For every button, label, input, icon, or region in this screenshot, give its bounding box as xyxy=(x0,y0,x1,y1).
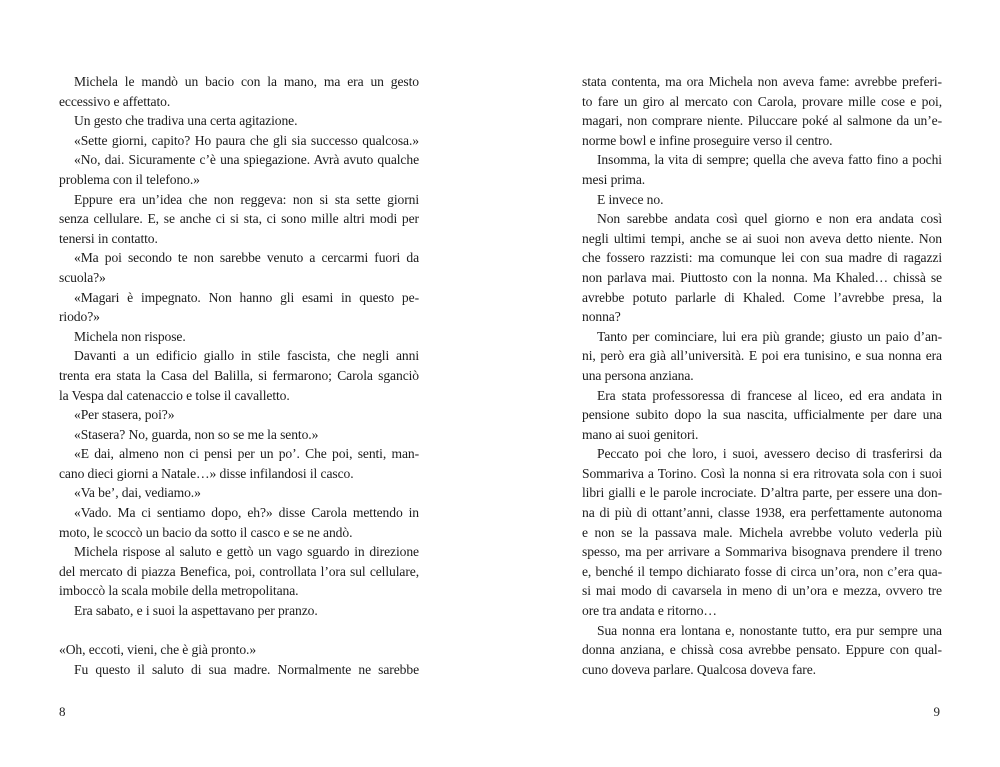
text-line: «Magari è impegnato. Non hanno gli esami in questo pe- xyxy=(74,289,419,305)
text-line: moto, le scoccò un bacio da sotto il casco e se ne andò. xyxy=(59,524,353,540)
text-line: Non sarebbe andata così quel giorno e non era andata così xyxy=(597,211,942,227)
text-line: la Vespa dal catenaccio e tolse il cavalletto. xyxy=(59,387,290,403)
text-line: senza cellulare. E, se anche ci si sta, ci sono mille altri modi per xyxy=(59,211,419,227)
text-line: Michela le mandò un bacio con la mano, ma era un gesto xyxy=(74,74,419,89)
text-line: una persona anziana. xyxy=(582,367,694,383)
text-line: magari, non comprare niente. Piluccare poké al salmone da un’e- xyxy=(582,113,942,129)
text-line: Insomma, la vita di sempre; quella che aveva fatto fino a pochi xyxy=(597,152,942,168)
text-line: Era sabato, e i suoi la aspettavano per pranzo. xyxy=(74,603,318,619)
text-line: e, benché il tempo dichiarato fosse di circa un’ora, non c’era qua- xyxy=(582,563,942,579)
text-line: «Va be’, dai, vediamo.» xyxy=(74,485,201,501)
text-line: Peccato poi che loro, i suoi, avessero deciso di trasferirsi da xyxy=(597,446,942,462)
page-number-left: 8 xyxy=(59,704,66,719)
text-line: che fossero razzisti: ma comunque lei con sua madre di ragazzi xyxy=(582,250,942,266)
text-line: «Sette giorni, capito? Ho paura che gli sia successo qualcosa.» xyxy=(74,132,419,148)
text-line: del mercato di piazza Benefica, poi, controllata l’ora sul cellulare, xyxy=(59,563,419,579)
text-line: eccessivo e affettato. xyxy=(59,93,171,109)
text-line: «E dai, almeno non ci pensi per un po’. Che poi, senti, man- xyxy=(74,446,419,462)
text-line: riodo?» xyxy=(59,309,100,325)
text-line: cano dieci giorni a Natale…» disse infilandosi il casco. xyxy=(59,465,354,481)
text-line: imboccò la scala mobile della metropolitana. xyxy=(59,583,299,599)
text-line: Un gesto che tradiva una certa agitazione. xyxy=(74,113,298,129)
text-line: «Per stasera, poi?» xyxy=(74,407,175,423)
text-line: non parlava mai. Piuttosto con la nonna. Ma Khaled… chissà se xyxy=(582,269,942,285)
text-line: pensione subito dopo la sua nascita, ufficialmente per dare una xyxy=(582,407,942,423)
text-line: «Ma poi secondo te non sarebbe venuto a cercarmi fuori da xyxy=(74,250,419,266)
text-line: scuola?» xyxy=(59,269,106,285)
text-line: ni, però era già all’università. E poi era tunisino, e sua nonna era xyxy=(582,348,942,364)
text-line: nonna? xyxy=(582,309,621,325)
text-line: spesso, ma per arrivare a Sommariva bisognava prendere il treno xyxy=(582,544,942,560)
text-line: to fare un giro al mercato con Carola, provare mille cose e poi, xyxy=(582,93,942,109)
page-number-right: 9 xyxy=(933,704,940,719)
text-line: norme bowl e infine proseguire verso il centro. xyxy=(582,132,833,148)
text-line: cuno doveva parlare. Qualcosa doveva fare. xyxy=(582,661,816,677)
text-line: si mai modo di cavarsela in meno di un’ora e mezza, ovvero tre xyxy=(582,583,942,599)
text-line: avrebbe potuto parlarle di Khaled. Come l’avrebbe presa, la xyxy=(582,289,942,305)
text-line: Michela non rispose. xyxy=(74,328,186,344)
text-line: Sommariva a Torino. Così la nonna si era ritrovata sola con i suoi xyxy=(582,465,942,481)
text-line: «No, dai. Sicuramente c’è una spiegazione. Avrà avuto qualche xyxy=(74,152,419,168)
text-line: e non se la passava male. Michela avrebbe voluto vederla più xyxy=(582,524,942,540)
text-line: Davanti a un edificio giallo in stile fascista, che negli anni xyxy=(74,348,419,364)
text-line: libri gialli e le parole incrociate. D’altra parte, per essere una don- xyxy=(582,485,942,501)
text-line: «Oh, eccoti, vieni, che è già pronto.» xyxy=(59,642,257,658)
text-line: donna anziana, e chissà cosa avrebbe pensato. Eppure con qual- xyxy=(582,642,942,658)
text-line: problema con il telefono.» xyxy=(59,171,200,187)
text-line: Fu questo il saluto di sua madre. Normalmente ne sarebbe xyxy=(74,661,419,677)
text-line: trenta era stata la Casa del Balilla, si fermarono; Carola sganciò xyxy=(59,367,419,383)
text-line: stata contenta, ma ora Michela non aveva fame: avrebbe preferi- xyxy=(582,74,942,89)
page-right-text-column xyxy=(582,72,942,679)
text-line: Sua nonna era lontana e, nonostante tutto, era pur sempre una xyxy=(597,622,942,638)
text-line: mesi prima. xyxy=(582,171,646,187)
text-line: ore tra andata e ritorno… xyxy=(582,603,717,619)
text-line: Tanto per cominciare, lui era più grande; giusto un paio d’an- xyxy=(597,328,942,344)
text-line: Michela rispose al saluto e gettò un vago sguardo in direzione xyxy=(74,544,419,560)
text-line: mano ai suoi genitori. xyxy=(582,426,699,442)
text-line: «Stasera? No, guarda, non so se me la sento.» xyxy=(74,426,319,442)
text-line: Eppure era un’idea che non reggeva: non si sta sette giorni xyxy=(74,191,419,207)
page-left-text-column xyxy=(59,72,419,679)
text-line: E invece no. xyxy=(597,191,664,207)
text-line: na di più di ottant’anni, classe 1938, era perfettamente autonoma xyxy=(582,505,942,521)
blank-line xyxy=(59,621,419,641)
text-line: Era stata professoressa di francese al liceo, ed era andata in xyxy=(597,387,942,403)
text-line: tenersi in contatto. xyxy=(59,230,158,246)
text-line: «Vado. Ma ci sentiamo dopo, eh?» disse Carola mettendo in xyxy=(74,505,419,521)
text-line: negli ultimi tempi, anche se ai suoi non aveva detto niente. Non xyxy=(582,230,942,246)
